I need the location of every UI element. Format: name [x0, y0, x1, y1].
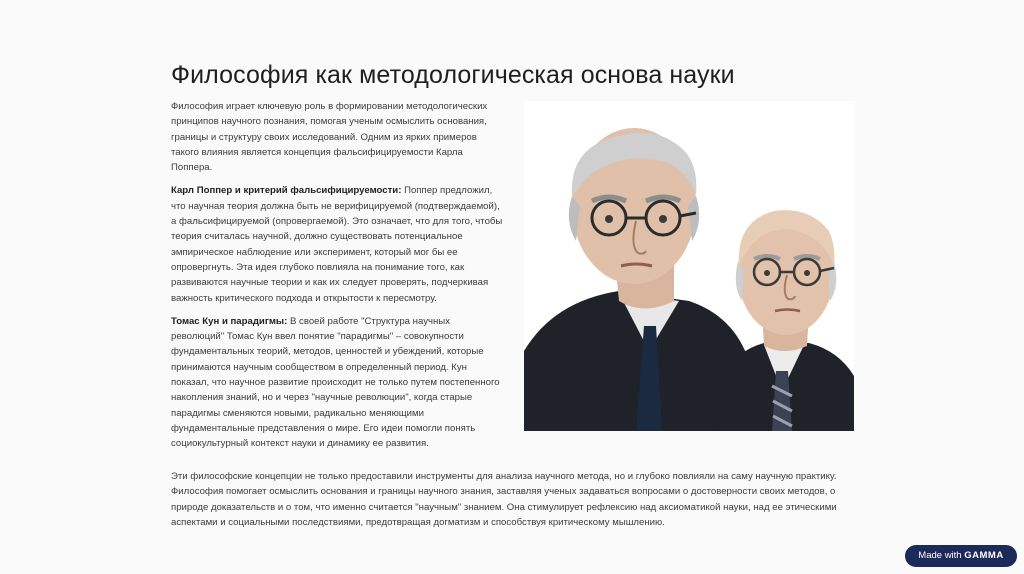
left-text-column [171, 99, 503, 460]
popper-paragraph [171, 183, 503, 305]
gamma-logo: GAMMA [964, 550, 1004, 561]
portrait-illustration [524, 101, 854, 431]
kuhn-text: В своей работе "Структура научных революций" Томас Кун ввел понятие "парадигмы" – совокупности фундаментальных теорий, методов, ценностей и убеждений, которые принимаются научным сообществом в определенный период. Кун показал, что научное развитие происходит не только путем постепенного накопления знаний, но и через "научные революции", когда старые парадигмы сменяются новыми, радикально меняющими фундаментальные представления о мире. Его идеи помогли понять социокультурный контекст науки и динамику ее развития. [171, 315, 500, 450]
popper-text: Поппер предложил, что научная теория должна быть не верифицируемой (подтверждаемой), а фальсифицируемой (опровергаемой). Это означает, что для того, чтобы теория считалась научной, должно существовать потенциальное эмпирическое наблюдение или эксперимент, который мог бы ее опровергнуть. Эта идея глубоко повлияла на понимание того, как развиваются научные теории и как их следует проверять, подчеркивая важность критического подхода и открытости к пересмотру. [171, 185, 503, 304]
made-with-gamma-badge[interactable] [905, 545, 1017, 567]
slide-title: Философия как методологическая основа науки [171, 60, 735, 89]
conclusion-paragraph: Эти философские концепции не только предоставили инструменты для анализа научного метода, но и глубоко повлияли на саму научную практику. Философия помогает осмыслить основания и границы научного знания, заставляя ученых задаваться вопросами о достоверности своих методов, о природе доказательств и о том, что именно считается "научным" знанием. Она стимулирует рефлексию над аксиоматикой науки, над ее этическими аспектами и социальными последствиями, предотвращая догматизм и способствуя критическому мышлению. [171, 471, 837, 528]
kuhn-heading: Томас Кун и парадигмы: [171, 315, 288, 327]
intro-paragraph: Философия играет ключевую роль в формировании методологических принципов научного познания, помогая ученым осмыслить основания, границы и структуру своих исследований. Одним из ярких примеров такого влияния является концепция фальсифицируемости Карла Поппера. [171, 101, 488, 174]
popper-heading: Карл Поппер и критерий фальсифицируемости: [171, 185, 402, 197]
kuhn-paragraph [171, 314, 503, 452]
badge-prefix: Made with [918, 550, 962, 561]
illustration-two-scientists [524, 101, 854, 431]
